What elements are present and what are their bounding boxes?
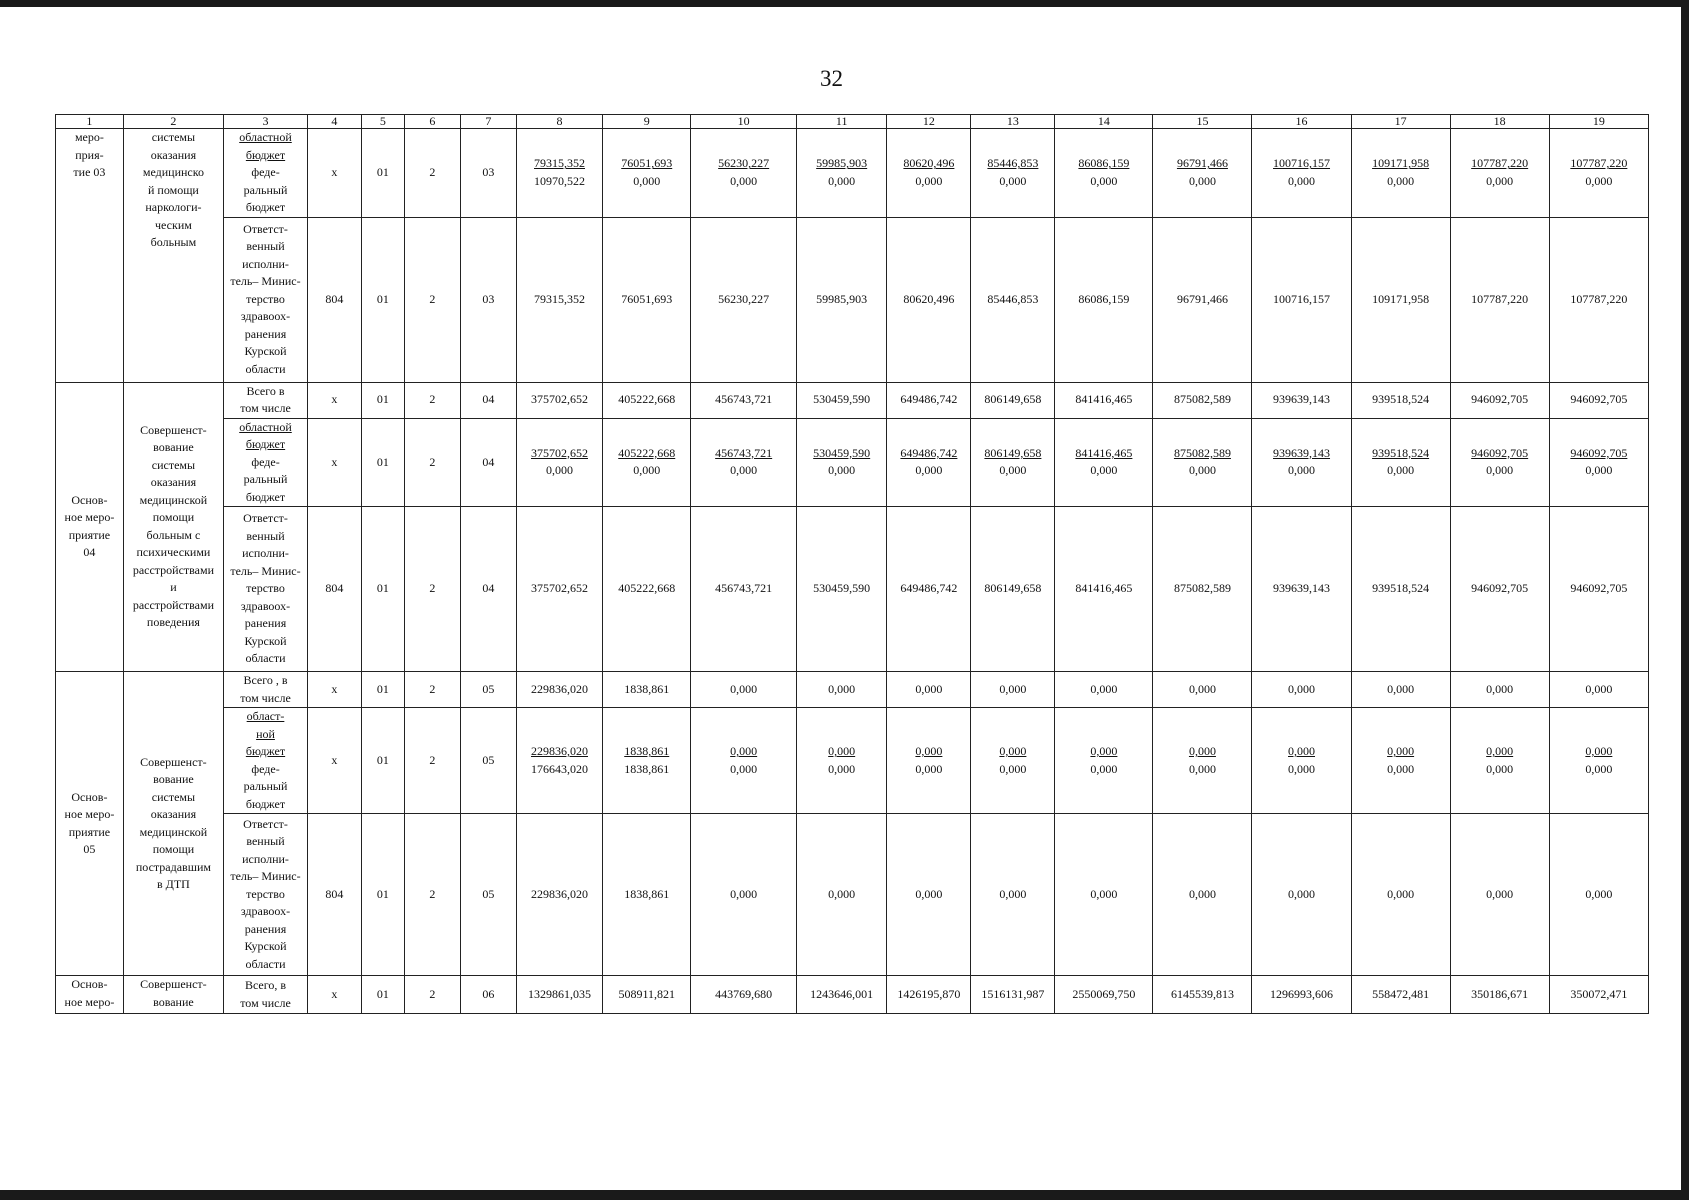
regional-value: 229836,020 (531, 744, 588, 758)
measure-title-cell: Совершенст- вование системы оказания медицинской помощи больным с психическими расстройствами и расстройствами поведения (123, 382, 223, 672)
code-cell-c7: 04 (460, 418, 516, 507)
value-cell: 939639,143 (1252, 507, 1351, 672)
value-cell: 59985,903 (796, 217, 886, 382)
value-cell: 946092,705 (1450, 382, 1549, 418)
table-row (56, 418, 1649, 507)
regional-value: 80620,496 (903, 156, 955, 171)
federal-value: 0,000 (1090, 761, 1118, 776)
regional-value: 649486,742 (900, 445, 958, 460)
regional-value: 875082,589 (1173, 445, 1231, 460)
value-cell: 0,000 (1252, 672, 1351, 708)
regional-value: 96791,466 (1176, 156, 1228, 171)
federal-value: 1838,861 (624, 761, 670, 776)
federal-value: 0,000 (1486, 761, 1514, 776)
value-cell: 649486,742 (887, 382, 971, 418)
code-cell-c5: 01 (361, 976, 404, 1014)
value-cell: 875082,589 (1153, 507, 1252, 672)
code-cell-c7: 05 (460, 708, 516, 814)
value-cell (887, 129, 971, 218)
regional-value: 100716,157 (1273, 156, 1331, 171)
column-header: 4 (308, 115, 362, 129)
regional-value: 939639,143 (1273, 445, 1331, 460)
regional-value: 530459,590 (813, 445, 871, 460)
value-cell (1055, 418, 1153, 507)
federal-budget-label: феде- ральный бюджет (243, 761, 288, 811)
value-cell: 649486,742 (887, 507, 971, 672)
value-cell (1351, 418, 1450, 507)
value-cell (1252, 129, 1351, 218)
regional-value: 76051,693 (621, 156, 673, 171)
column-header: 9 (603, 115, 691, 129)
code-cell-c6: 2 (404, 672, 460, 708)
value-cell (1549, 418, 1648, 507)
value-cell: 0,000 (887, 814, 971, 976)
value-cell: 350186,671 (1450, 976, 1549, 1014)
column-header: 6 (404, 115, 460, 129)
value-cell (796, 708, 886, 814)
code-cell-c5: 01 (361, 382, 404, 418)
code-cell-c4: x (308, 418, 362, 507)
code-cell-c7: 03 (460, 217, 516, 382)
value-cell: 1838,861 (603, 814, 691, 976)
measure-code-cell: Основ- ное меро- приятие 05 (56, 672, 124, 976)
code-cell-c6: 2 (404, 507, 460, 672)
regional-value: 0,000 (1486, 744, 1514, 758)
regional-value: 806149,658 (984, 445, 1042, 460)
federal-value: 0,000 (633, 463, 661, 478)
funding-source-cell: Ответст- венный исполни- тель– Минис- терство здравоох- ранения Курской области (224, 507, 308, 672)
funding-source-cell: Ответст- венный исполни- тель– Минис- терство здравоох- ранения Курской области (224, 814, 308, 976)
column-header: 18 (1450, 115, 1549, 129)
value-cell: 946092,705 (1549, 507, 1648, 672)
code-cell-c5: 01 (361, 814, 404, 976)
federal-value: 0,000 (1090, 463, 1118, 478)
value-cell (1351, 129, 1450, 218)
value-cell (1450, 708, 1549, 814)
value-cell: 0,000 (691, 814, 797, 976)
regional-value: 0,000 (1585, 744, 1613, 758)
table-row (56, 814, 1649, 976)
value-cell (691, 708, 797, 814)
value-cell: 0,000 (1450, 672, 1549, 708)
scan-border-top (0, 0, 1689, 7)
value-cell (603, 708, 691, 814)
federal-value: 0,000 (546, 463, 573, 478)
regional-value: 86086,159 (1078, 156, 1130, 171)
value-cell (1055, 708, 1153, 814)
measure-code-cell: меро- прия- тие 03 (56, 129, 124, 383)
federal-value: 0,000 (999, 173, 1027, 188)
value-cell: 0,000 (1055, 814, 1153, 976)
value-cell: 0,000 (796, 814, 886, 976)
code-cell-c7: 05 (460, 672, 516, 708)
value-cell: 79315,352 (516, 217, 602, 382)
value-cell (1153, 418, 1252, 507)
regional-value: 841416,465 (1075, 445, 1133, 460)
value-cell: 0,000 (1450, 814, 1549, 976)
value-cell: 939518,524 (1351, 507, 1450, 672)
regional-budget-label: област- ной бюджет (245, 709, 286, 758)
funding-source-cell: Ответст- венный исполни- тель– Минис- терство здравоох- ранения Курской области (224, 217, 308, 382)
value-cell: 508911,821 (603, 976, 691, 1014)
federal-value: 0,000 (1288, 761, 1316, 776)
federal-value: 0,000 (1387, 463, 1415, 478)
regional-budget-label: областной бюджет (239, 130, 292, 162)
column-header: 11 (796, 115, 886, 129)
code-cell-c5: 01 (361, 672, 404, 708)
value-cell: 0,000 (1153, 672, 1252, 708)
code-cell-c7: 04 (460, 507, 516, 672)
value-cell (516, 708, 602, 814)
regional-value: 946092,705 (1471, 445, 1529, 460)
federal-value: 0,000 (915, 463, 943, 478)
code-cell-c4: x (308, 129, 362, 218)
regional-value: 0,000 (1090, 744, 1118, 758)
federal-budget-label: феде- ральный бюджет (243, 454, 288, 504)
column-header: 10 (691, 115, 797, 129)
column-header: 1 (56, 115, 124, 129)
value-cell: 0,000 (1252, 814, 1351, 976)
code-cell-c5: 01 (361, 708, 404, 814)
code-cell-c6: 2 (404, 217, 460, 382)
federal-value: 0,000 (828, 761, 856, 776)
federal-value: 0,000 (828, 463, 856, 478)
column-header: 12 (887, 115, 971, 129)
value-cell: 107787,220 (1549, 217, 1648, 382)
value-cell: 109171,958 (1351, 217, 1450, 382)
value-cell (1549, 708, 1648, 814)
column-header: 15 (1153, 115, 1252, 129)
value-cell: 2550069,750 (1055, 976, 1153, 1014)
code-cell-c7: 05 (460, 814, 516, 976)
federal-value: 0,000 (730, 173, 758, 188)
federal-value: 0,000 (999, 761, 1027, 776)
federal-value: 10970,522 (534, 173, 585, 188)
value-cell (796, 129, 886, 218)
code-cell-c6: 2 (404, 129, 460, 218)
value-cell (1450, 418, 1549, 507)
value-cell: 6145539,813 (1153, 976, 1252, 1014)
federal-value: 0,000 (1486, 173, 1514, 188)
value-cell: 0,000 (1351, 672, 1450, 708)
federal-value: 0,000 (1188, 761, 1216, 776)
value-cell: 1329861,035 (516, 976, 602, 1014)
value-cell: 939518,524 (1351, 382, 1450, 418)
measure-code-cell: Основ- ное меро- приятие 04 (56, 382, 124, 672)
code-cell-c4: x (308, 672, 362, 708)
value-cell: 350072,471 (1549, 976, 1648, 1014)
value-cell: 0,000 (971, 672, 1055, 708)
regional-value: 405222,668 (618, 445, 676, 460)
table-row (56, 672, 1649, 708)
federal-value: 0,000 (1387, 173, 1415, 188)
column-header: 14 (1055, 115, 1153, 129)
federal-value: 176643,020 (531, 761, 588, 776)
measure-title-cell: Совершенст- вование (123, 976, 223, 1014)
federal-value: 0,000 (1486, 463, 1514, 478)
value-cell (887, 708, 971, 814)
value-cell: 96791,466 (1153, 217, 1252, 382)
regional-value: 0,000 (730, 744, 758, 758)
code-cell-c5: 01 (361, 418, 404, 507)
regional-value: 107787,220 (1570, 156, 1628, 171)
value-cell: 1838,861 (603, 672, 691, 708)
value-cell: 375702,652 (516, 382, 602, 418)
regional-value: 59985,903 (816, 156, 868, 171)
federal-value: 0,000 (730, 463, 758, 478)
code-cell-c6: 2 (404, 418, 460, 507)
value-cell (796, 418, 886, 507)
value-cell: 806149,658 (971, 382, 1055, 418)
value-cell: 946092,705 (1450, 507, 1549, 672)
value-cell: 0,000 (1153, 814, 1252, 976)
column-header: 13 (971, 115, 1055, 129)
regional-value: 0,000 (999, 744, 1027, 758)
value-cell (1351, 708, 1450, 814)
column-header: 7 (460, 115, 516, 129)
value-cell (971, 708, 1055, 814)
funding-source-cell: Всего в том числе (224, 382, 308, 418)
code-cell-c6: 2 (404, 814, 460, 976)
code-cell-c5: 01 (361, 129, 404, 218)
value-cell (691, 129, 797, 218)
value-cell: 806149,658 (971, 507, 1055, 672)
value-cell: 456743,721 (691, 382, 797, 418)
code-cell-c7: 04 (460, 382, 516, 418)
regional-value: 0,000 (828, 744, 856, 758)
value-cell: 456743,721 (691, 507, 797, 672)
regional-value: 107787,220 (1471, 156, 1529, 171)
value-cell: 229836,020 (516, 814, 602, 976)
value-cell (1055, 129, 1153, 218)
budget-table (55, 114, 1649, 1014)
regional-value: 375702,652 (531, 445, 588, 460)
value-cell (1153, 708, 1252, 814)
code-cell-c4: 804 (308, 507, 362, 672)
regional-value: 0,000 (1188, 744, 1216, 758)
regional-value: 79315,352 (534, 156, 585, 171)
value-cell: 0,000 (887, 672, 971, 708)
value-cell: 1516131,987 (971, 976, 1055, 1014)
code-cell-c4: x (308, 382, 362, 418)
federal-value: 0,000 (1188, 463, 1216, 478)
federal-value: 0,000 (999, 463, 1027, 478)
column-header: 8 (516, 115, 602, 129)
value-cell: 0,000 (971, 814, 1055, 976)
value-cell: 0,000 (796, 672, 886, 708)
value-cell: 0,000 (1549, 672, 1648, 708)
code-cell-c6: 2 (404, 708, 460, 814)
funding-source-cell (224, 418, 308, 507)
code-cell-c6: 2 (404, 976, 460, 1014)
value-cell (603, 418, 691, 507)
code-cell-c7: 06 (460, 976, 516, 1014)
value-cell (516, 418, 602, 507)
regional-value: 109171,958 (1372, 156, 1430, 171)
table-row (56, 382, 1649, 418)
value-cell (1153, 129, 1252, 218)
value-cell: 375702,652 (516, 507, 602, 672)
scan-border-bottom (0, 1190, 1689, 1200)
federal-value: 0,000 (1585, 173, 1613, 188)
value-cell: 443769,680 (691, 976, 797, 1014)
value-cell: 85446,853 (971, 217, 1055, 382)
regional-value: 0,000 (1288, 744, 1316, 758)
value-cell: 558472,481 (1351, 976, 1450, 1014)
value-cell: 229836,020 (516, 672, 602, 708)
regional-value: 456743,721 (715, 445, 773, 460)
value-cell (1252, 708, 1351, 814)
funding-source-cell: Всего , в том числе (224, 672, 308, 708)
code-cell-c4: 804 (308, 814, 362, 976)
funding-source-cell: Всего, в том числе (224, 976, 308, 1014)
value-cell: 86086,159 (1055, 217, 1153, 382)
regional-value: 85446,853 (987, 156, 1039, 171)
federal-value: 0,000 (1387, 761, 1415, 776)
federal-value: 0,000 (1585, 463, 1613, 478)
value-cell: 530459,590 (796, 507, 886, 672)
regional-value: 946092,705 (1570, 445, 1628, 460)
code-cell-c4: x (308, 976, 362, 1014)
funding-source-cell (224, 708, 308, 814)
federal-budget-label: феде- ральный бюджет (243, 165, 288, 214)
code-cell-c7: 03 (460, 129, 516, 218)
value-cell: 0,000 (1055, 672, 1153, 708)
column-header: 19 (1549, 115, 1648, 129)
value-cell (1549, 129, 1648, 218)
federal-value: 0,000 (633, 173, 661, 188)
regional-value: 939518,524 (1372, 445, 1430, 460)
federal-value: 0,000 (1288, 463, 1316, 478)
regional-value: 0,000 (1387, 744, 1415, 758)
value-cell: 76051,693 (603, 217, 691, 382)
value-cell: 107787,220 (1450, 217, 1549, 382)
value-cell (603, 129, 691, 218)
code-cell-c6: 2 (404, 382, 460, 418)
table-row (56, 217, 1649, 382)
value-cell (1450, 129, 1549, 218)
federal-value: 0,000 (915, 761, 943, 776)
value-cell: 405222,668 (603, 382, 691, 418)
column-header: 17 (1351, 115, 1450, 129)
scan-border-right (1681, 0, 1689, 1200)
value-cell (971, 129, 1055, 218)
federal-value: 0,000 (1188, 173, 1216, 188)
value-cell: 841416,465 (1055, 382, 1153, 418)
measure-title-cell: системы оказания медицинско й помощи наркологи- ческим больным (123, 129, 223, 383)
value-cell (1252, 418, 1351, 507)
federal-value: 0,000 (1585, 761, 1613, 776)
measure-code-cell: Основ- ное меро- (56, 976, 124, 1014)
table-row (56, 976, 1649, 1014)
federal-value: 0,000 (915, 173, 943, 188)
table-row (56, 507, 1649, 672)
value-cell (971, 418, 1055, 507)
header-row (56, 115, 1649, 129)
column-header: 3 (224, 115, 308, 129)
value-cell (887, 418, 971, 507)
value-cell: 1243646,001 (796, 976, 886, 1014)
page-number: 32 (820, 66, 843, 91)
federal-value: 0,000 (730, 761, 758, 776)
value-cell: 939639,143 (1252, 382, 1351, 418)
value-cell (691, 418, 797, 507)
column-header: 16 (1252, 115, 1351, 129)
value-cell: 946092,705 (1549, 382, 1648, 418)
regional-value: 1838,861 (624, 744, 670, 758)
value-cell: 0,000 (1351, 814, 1450, 976)
federal-value: 0,000 (1090, 173, 1118, 188)
column-header: 5 (361, 115, 404, 129)
value-cell: 56230,227 (691, 217, 797, 382)
value-cell: 841416,465 (1055, 507, 1153, 672)
measure-title-cell: Совершенст- вование системы оказания медицинской помощи пострадавшим в ДТП (123, 672, 223, 976)
table-row (56, 129, 1649, 218)
regional-budget-label: областной бюджет (239, 419, 292, 451)
code-cell-c4: 804 (308, 217, 362, 382)
regional-value: 0,000 (915, 744, 943, 758)
value-cell: 875082,589 (1153, 382, 1252, 418)
table-row (56, 708, 1649, 814)
code-cell-c5: 01 (361, 507, 404, 672)
funding-source-cell (224, 129, 308, 218)
value-cell (516, 129, 602, 218)
value-cell: 100716,157 (1252, 217, 1351, 382)
value-cell: 0,000 (691, 672, 797, 708)
value-cell: 1426195,870 (887, 976, 971, 1014)
federal-value: 0,000 (828, 173, 856, 188)
federal-value: 0,000 (1288, 173, 1316, 188)
value-cell: 80620,496 (887, 217, 971, 382)
value-cell: 1296993,606 (1252, 976, 1351, 1014)
code-cell-c5: 01 (361, 217, 404, 382)
column-header: 2 (123, 115, 223, 129)
value-cell: 0,000 (1549, 814, 1648, 976)
regional-value: 56230,227 (718, 156, 770, 171)
value-cell: 530459,590 (796, 382, 886, 418)
code-cell-c4: x (308, 708, 362, 814)
value-cell: 405222,668 (603, 507, 691, 672)
